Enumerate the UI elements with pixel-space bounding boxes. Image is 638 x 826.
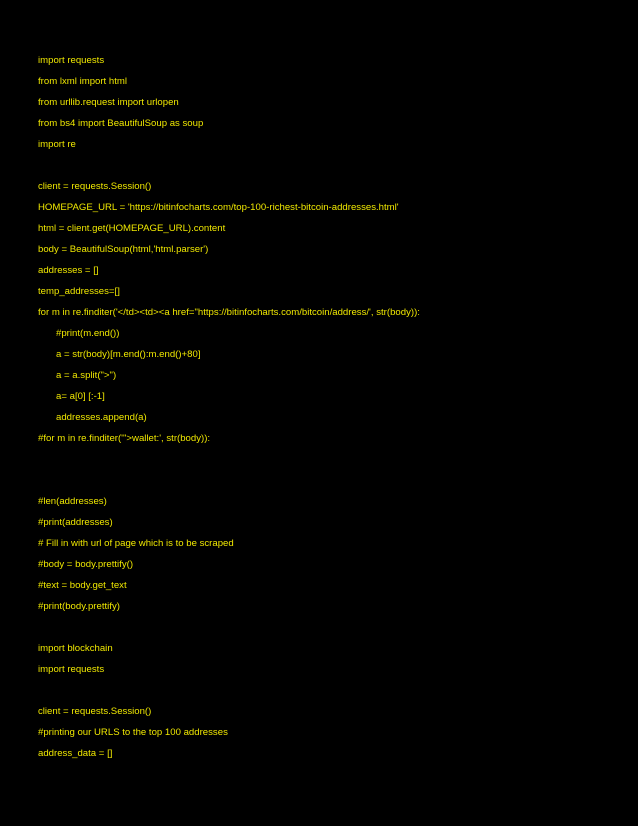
code-line-indented: a = a.split(">") (56, 370, 117, 381)
code-line: body = BeautifulSoup(html,'html.parser') (38, 244, 209, 255)
code-line: address_data = [] (38, 748, 113, 759)
blank-line (38, 680, 618, 701)
code-line: HOMEPAGE_URL = 'https://bitinfocharts.com/top-100-richest-bitcoin-addresses.html' (38, 202, 399, 213)
code-line: from urllib.request import urlopen (38, 97, 179, 108)
code-line: import requests (38, 55, 105, 66)
code-line: #body = body.prettify() (38, 559, 134, 570)
code-line: from lxml import html (38, 76, 128, 87)
code-line: # Fill in with url of page which is to be scraped (38, 538, 234, 549)
code-line: client = requests.Session() (38, 181, 152, 192)
code-line-indented: a = str(body)[m.end():m.end()+80] (56, 349, 201, 360)
code-line: addresses = [] (38, 265, 99, 276)
code-line: temp_addresses=[] (38, 286, 120, 297)
code-line-indented: #print(m.end()) (56, 328, 120, 339)
code-block (38, 50, 618, 764)
blank-line (38, 470, 618, 491)
blank-line (38, 449, 618, 470)
code-line: import blockchain (38, 643, 113, 654)
code-line: #len(addresses) (38, 496, 107, 507)
code-line-indented: a= a[0] [:-1] (56, 391, 105, 402)
code-line: #text = body.get_text (38, 580, 127, 591)
code-line: #print(addresses) (38, 517, 113, 528)
code-line: import re (38, 139, 76, 150)
code-line: #for m in re.finditer('">wallet:', str(body)): (38, 433, 211, 444)
code-line: for m in re.finditer('</td><td><a href="https://bitinfocharts.com/bitcoin/address/', str(body)): (38, 307, 420, 318)
blank-line (38, 617, 618, 638)
code-line: #printing our URLS to the top 100 addresses (38, 727, 228, 738)
code-line: from bs4 import BeautifulSoup as soup (38, 118, 204, 129)
code-line: html = client.get(HOMEPAGE_URL).content (38, 223, 226, 234)
code-line: client = requests.Session() (38, 706, 152, 717)
code-line-indented: addresses.append(a) (56, 412, 147, 423)
blank-line (38, 155, 618, 176)
code-line: import requests (38, 664, 105, 675)
code-line: #print(body.prettify) (38, 601, 120, 612)
